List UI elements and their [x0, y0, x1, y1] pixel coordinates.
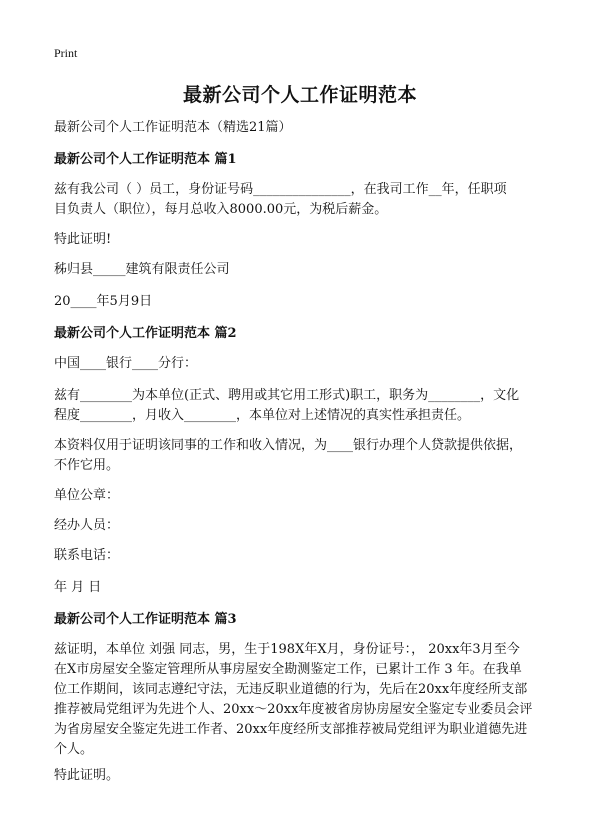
- section2-heading: 最新公司个人工作证明范本 篇2: [54, 326, 237, 341]
- section1-paragraph-line: 兹有我公司（ ）员工，身份证号码_______________，在我司工作__年，任职项: [54, 182, 507, 197]
- section2-handler-label: 经办人员：: [54, 518, 120, 533]
- section3-paragraph-line: 为省房屋安全鉴定先进工作者、20xx年度经所支部推荐被局党组评为职业道德先进: [54, 722, 528, 737]
- section2-seal-label: 单位公章：: [54, 488, 120, 503]
- section2-paragraph-line: 不作它用。: [54, 458, 120, 473]
- section2-date-label: 年 月 日: [54, 580, 102, 595]
- section1-certify-text: 特此证明!: [54, 232, 112, 247]
- section3-paragraph-line: 推荐被局党组评为先进个人、20xx～20xx年度被省房协房屋安全鉴定专业委员会评: [54, 702, 533, 717]
- section3-certify-text: 特此证明。: [54, 768, 120, 783]
- section2-paragraph-line: 兹有________为本单位(正式、聘用或其它用工形式)职工，职务为________，文化: [54, 388, 520, 403]
- section3-paragraph-line: 个人。: [54, 742, 94, 757]
- section3-paragraph-line: 兹证明，本单位 刘强 同志，男，生于198X年X月，身份证号：， 20xx年3月至今: [54, 642, 520, 657]
- section2-addressee: 中国____银行____分行：: [54, 356, 198, 371]
- section3-heading: 最新公司个人工作证明范本 篇3: [54, 612, 237, 627]
- section1-company-name: 秭归县_____建筑有限责任公司: [54, 262, 230, 277]
- intro-text: 最新公司个人工作证明范本（精选21篇）: [54, 120, 292, 135]
- print-label[interactable]: Print: [54, 46, 78, 60]
- section3-paragraph-line: 在X市房屋安全鉴定管理所从事房屋安全勘测鉴定工作，已累计工作 3 年。在我单: [54, 662, 522, 677]
- section2-paragraph-line: 本资料仅用于证明该同事的工作和收入情况，为____银行办理个人贷款提供依据，: [54, 438, 523, 453]
- document-title: 最新公司个人工作证明范本: [182, 84, 417, 106]
- section2-phone-label: 联系电话：: [54, 548, 120, 563]
- section1-paragraph-line: 目负责人（职位），每月总收入8000.00元，为税后薪金。: [54, 202, 388, 217]
- section1-date: 20____年5月9日: [54, 294, 153, 309]
- section3-paragraph-line: 位工作期间，该同志遵纪守法，无违反职业道德的行为，先后在20xx年度经所支部: [54, 682, 528, 697]
- section2-paragraph-line: 程度________，月收入________，本单位对上述情况的真实性承担责任。: [54, 408, 471, 423]
- section1-heading: 最新公司个人工作证明范本 篇1: [54, 152, 237, 167]
